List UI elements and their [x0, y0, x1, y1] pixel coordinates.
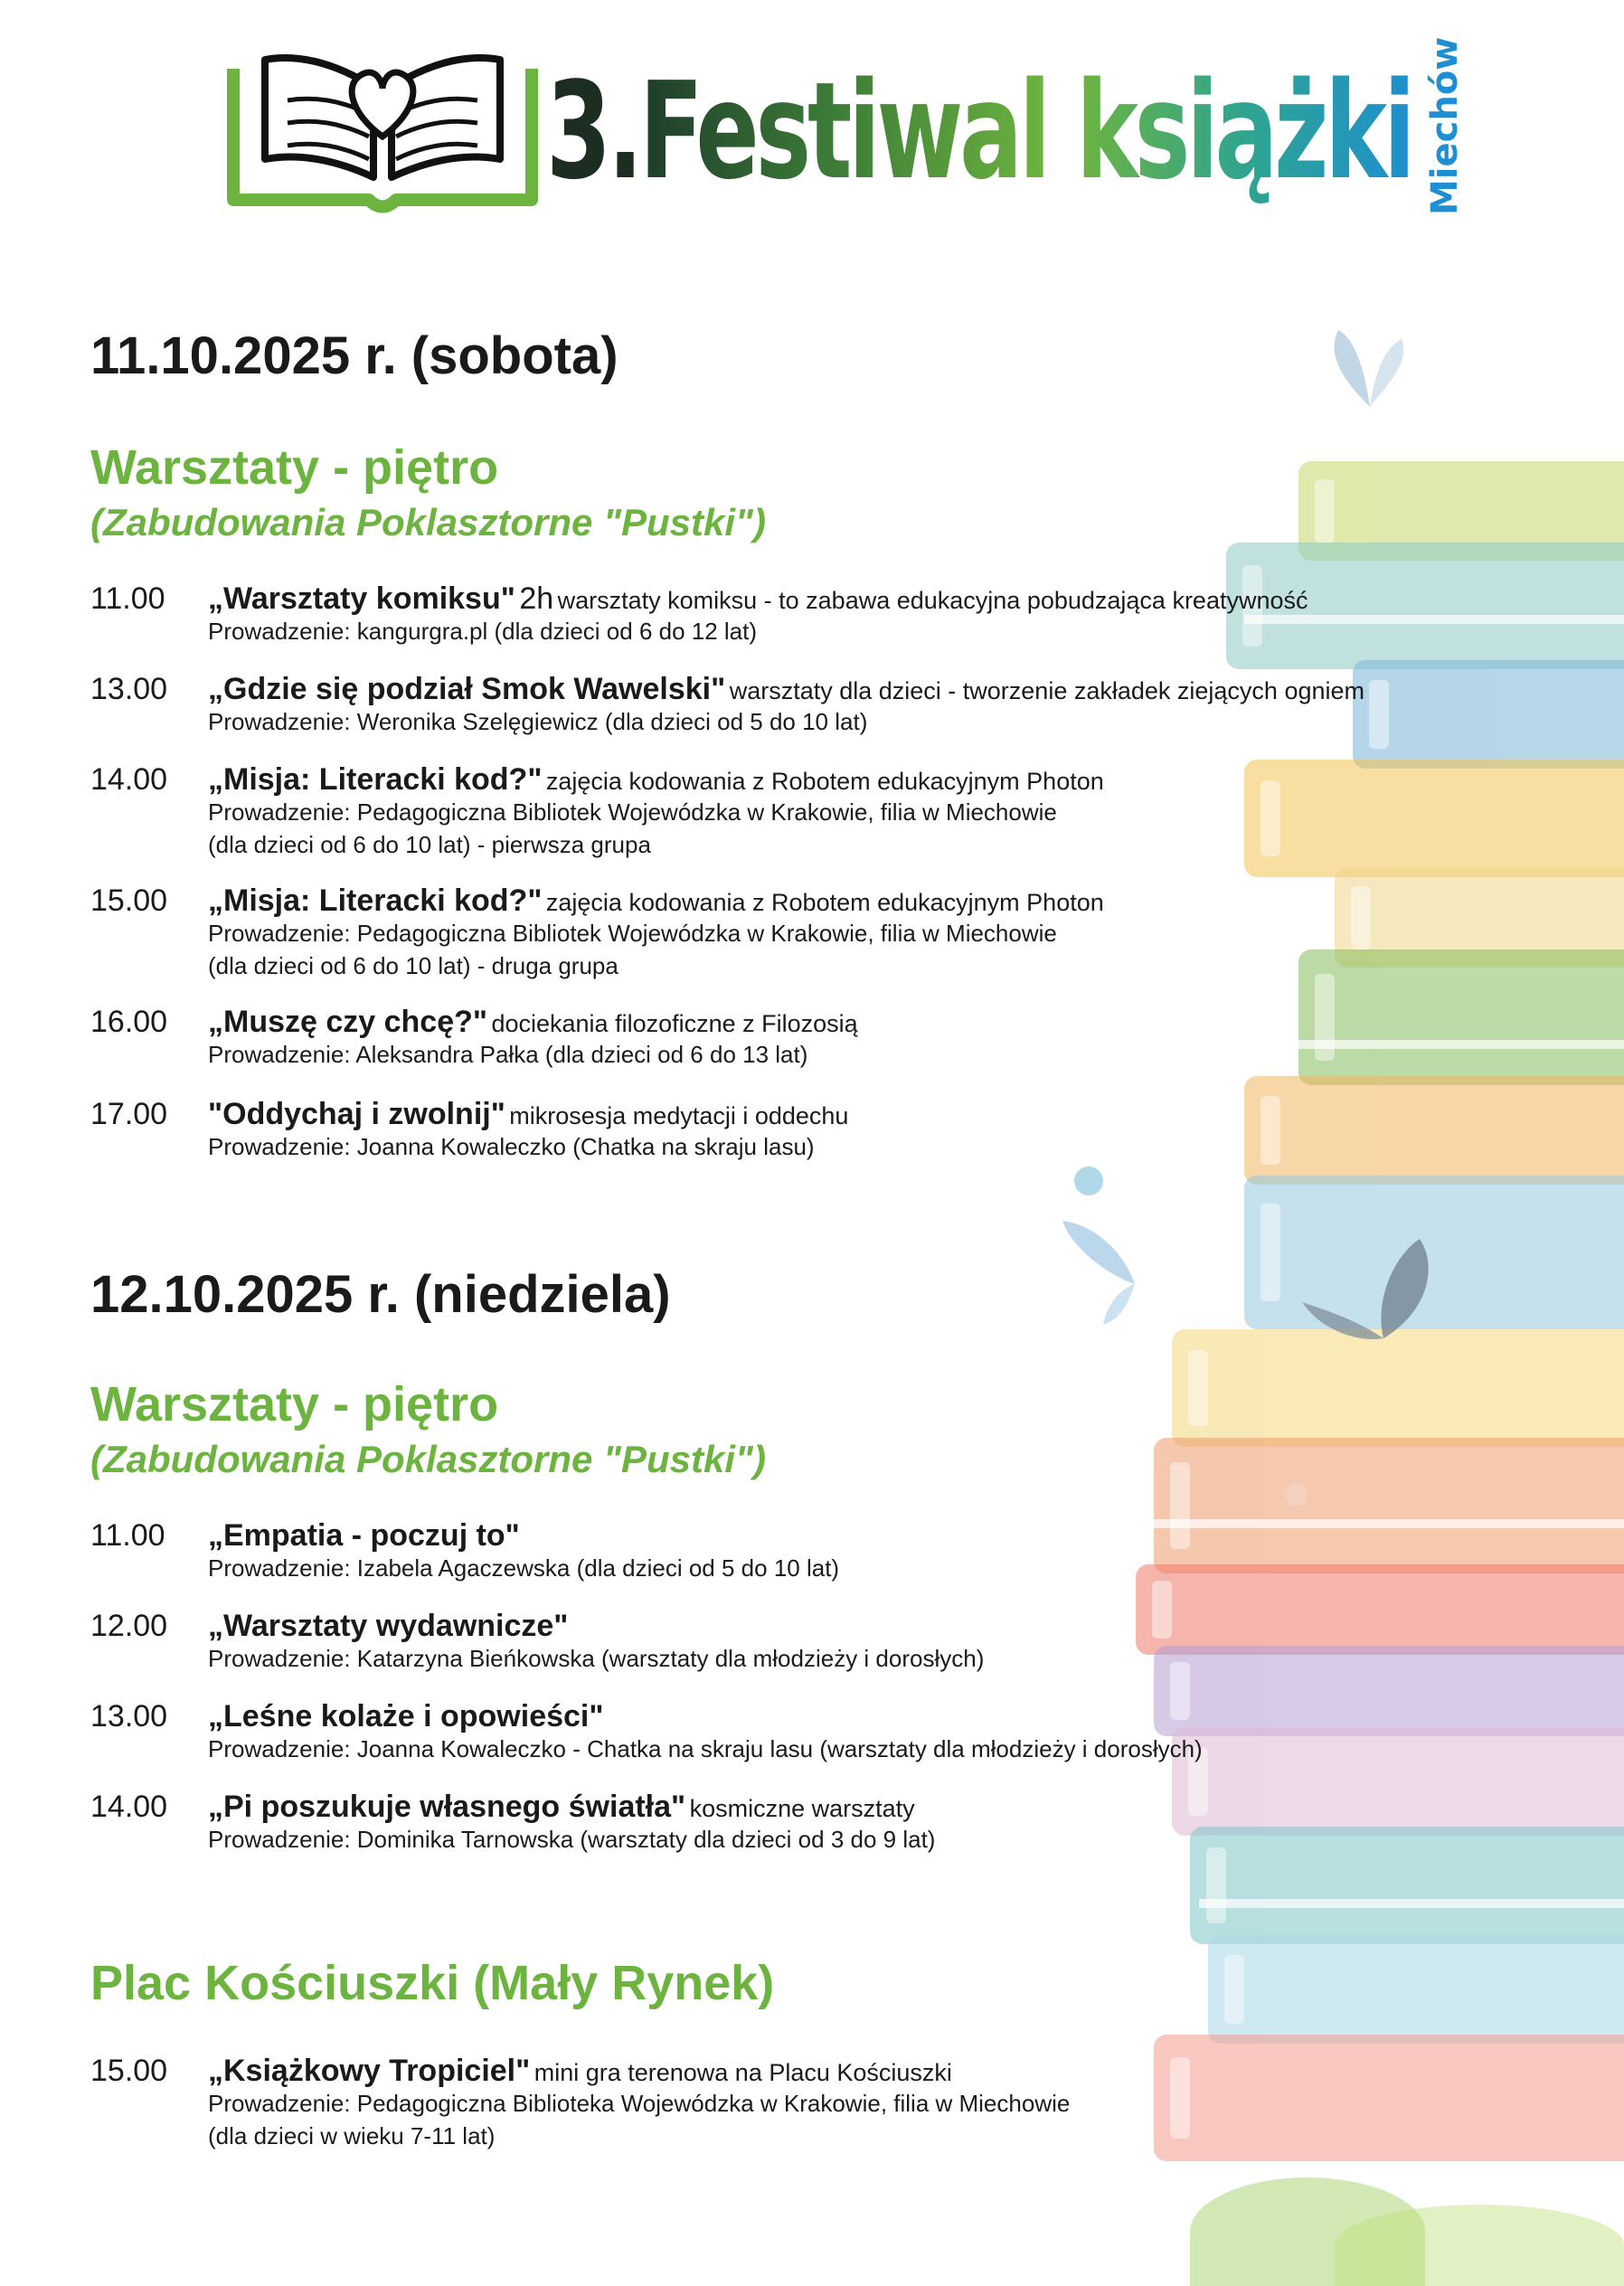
event-host-info: Prowadzenie: Dominika Tarnowska (warsztaty dla dzieci od 3 do 9 lat) — [208, 1826, 936, 1853]
festival-title — [546, 54, 1412, 208]
event-description: warsztaty komiksu - to zabawa edukacyjna pobudzająca kreatywność — [557, 587, 1308, 614]
festival-header — [224, 36, 1490, 226]
event-duration: 2h — [519, 581, 554, 616]
event-host-info: (dla dzieci od 6 do 10 lat) - pierwsza grupa — [208, 831, 651, 858]
event-host-info: Prowadzenie: kangurgra.pl (dla dzieci od 6 do 12 lat) — [208, 618, 758, 645]
butterfly-icon — [1053, 1203, 1189, 1329]
event-title: „Leśne kolaże i opowieści" — [208, 1699, 604, 1733]
butterfly-icon — [1320, 321, 1420, 430]
event-time: 17.00 — [90, 1097, 168, 1131]
event-description: dociekania filozoficzne z Filozosią — [491, 1010, 858, 1037]
event-host-info: (dla dzieci w wieku 7-11 lat) — [208, 2122, 496, 2149]
event-title: „Warsztaty wydawnicze" — [208, 1609, 569, 1643]
event-description: mini gra terenowa na Placu Kościuszki — [533, 2059, 952, 2086]
city-name: Miechów — [1424, 36, 1466, 215]
event-time: 13.00 — [90, 1699, 168, 1733]
event-time: 14.00 — [90, 762, 168, 797]
butterfly-icon — [1284, 1230, 1465, 1374]
day2-venue2: Plac Kościuszki (Mały Rynek) — [90, 1956, 775, 2010]
event-title: „Książkowy Tropiciel" — [208, 2054, 531, 2088]
event-time: 11.00 — [90, 581, 165, 616]
event-time: 13.00 — [90, 672, 168, 706]
event-title: „Muszę czy chcę?" — [208, 1005, 488, 1039]
event-title: „Gdzie się podział Smok Wawelski" — [208, 672, 726, 706]
books-word: książki — [1075, 53, 1412, 209]
day2-venue-sub: (Zabudowania Poklasztorne "Pustki") — [90, 1438, 766, 1480]
day1-venue-sub: (Zabudowania Poklasztorne "Pustki") — [90, 501, 766, 543]
event-host-info: Prowadzenie: Joanna Kowaleczko - Chatka na skraju lasu (warsztaty dla młodzieży i dorosłych) — [208, 1735, 1203, 1762]
event-host-info: Prowadzenie: Pedagogiczna Bibliotek Wojewódzka w Krakowie, filia w Miechowie — [208, 920, 1057, 947]
event-time: 15.00 — [90, 2054, 168, 2088]
event-time: 15.00 — [90, 883, 168, 918]
event-title: „Empatia - poczuj to" — [208, 1518, 520, 1553]
event-host-info: Prowadzenie: Katarzyna Bieńkowska (warsztaty dla młodzieży i dorosłych) — [208, 1645, 985, 1672]
event-host-info: Prowadzenie: Pedagogiczna Biblioteka Wojewódzka w Krakowie, filia w Miechowie — [208, 2090, 1071, 2117]
event-description: warsztaty dla dzieci - tworzenie zakładek ziejących ogniem — [729, 677, 1365, 704]
day2-date: 12.10.2025 r. (niedziela) — [90, 1265, 671, 1324]
event-title: „Misja: Literacki kod?" — [208, 762, 543, 797]
event-title: "Oddychaj i zwolnij" — [208, 1097, 505, 1131]
event-description: kosmiczne warsztaty — [689, 1795, 915, 1822]
event-host-info: Prowadzenie: Izabela Agaczewska (dla dzieci od 5 do 10 lat) — [208, 1554, 840, 1582]
open-book-heart-logo-icon — [224, 51, 541, 213]
festival-edition-number: 3. — [546, 53, 640, 209]
event-host-info: Prowadzenie: Aleksandra Pałka (dla dzieci od 6 do 13 lat) — [208, 1041, 808, 1068]
event-time: 16.00 — [90, 1005, 168, 1039]
festival-word: Festiwal — [639, 53, 1048, 209]
event-host-info: Prowadzenie: Joanna Kowaleczko (Chatka na skraju lasu) — [208, 1133, 815, 1160]
day1-venue: Warsztaty - piętro — [90, 440, 499, 495]
event-description: mikrosesja medytacji i oddechu — [509, 1102, 849, 1129]
event-title: „Misja: Literacki kod?" — [208, 883, 543, 918]
event-description: zajęcia kodowania z Robotem edukacyjnym Photon — [545, 768, 1104, 795]
event-host-info: (dla dzieci od 6 do 10 lat) - druga grupa — [208, 952, 618, 979]
event-host-info: Prowadzenie: Pedagogiczna Bibliotek Wojewódzka w Krakowie, filia w Miechowie — [208, 798, 1057, 826]
day1-date: 11.10.2025 r. (sobota) — [90, 326, 618, 385]
event-time: 12.00 — [90, 1609, 168, 1643]
event-time: 11.00 — [90, 1518, 165, 1553]
event-description: zajęcia kodowania z Robotem edukacyjnym Photon — [545, 889, 1104, 916]
event-time: 14.00 — [90, 1790, 168, 1824]
event-title: „Warsztaty komiksu" — [208, 581, 515, 616]
event-title: „Pi poszukuje własnego światła" — [208, 1790, 686, 1824]
event-host-info: Prowadzenie: Weronika Szelęgiewicz (dla dzieci od 5 do 10 lat) — [208, 708, 868, 735]
paint-dot — [1284, 1483, 1308, 1507]
paint-dot — [1074, 1167, 1103, 1195]
day2-venue: Warsztaty - piętro — [90, 1377, 499, 1431]
